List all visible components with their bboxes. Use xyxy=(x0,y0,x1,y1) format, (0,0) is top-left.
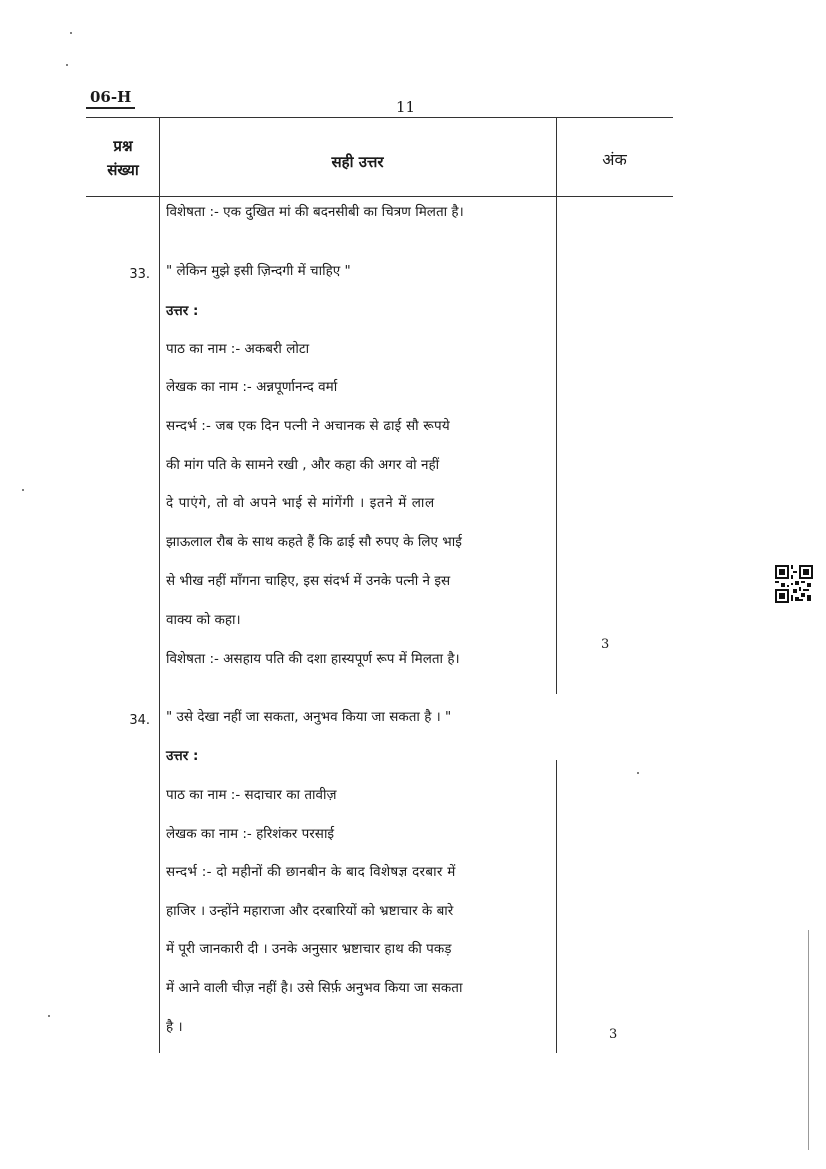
q34-marks: 3 xyxy=(609,1027,618,1042)
q33-lesson: पाठ का नाम :- अकबरी लोटा xyxy=(166,341,310,357)
q33-context-line-3: दे पाएंगे, तो वो अपने भाई से मांगेंगी । इतने में लाल xyxy=(166,495,435,511)
q34-answer-label: उत्तर : xyxy=(166,748,199,764)
header-question-line2: संख्या xyxy=(107,161,139,179)
top-feature-line: विशेषता :- एक दुखित मां की बदनसीबी का चित्रण मिलता है। xyxy=(166,204,464,220)
q34-author: लेखक का नाम :- हरिशंकर परसाई xyxy=(166,826,335,842)
q33-answer-label: उत्तर : xyxy=(166,303,199,319)
scan-speck xyxy=(70,32,72,34)
q33-context-line-5: से भीख नहीं माँगना चाहिए, इस संदर्भ में उनके पत्नी ने इस xyxy=(166,573,451,589)
scan-speck xyxy=(637,772,639,774)
q34-context-last: है । xyxy=(166,1019,183,1035)
q34-lesson: पाठ का नाम :- सदाचार का तावीज़ xyxy=(166,787,337,803)
qr-code-icon xyxy=(775,565,813,603)
q33-context-line-1: सन्दर्भ :- जब एक दिन पत्नी ने अचानक से ढाई सौ रूपये xyxy=(166,418,450,434)
q34-quote: " उसे देखा नहीं जा सकता, अनुभव किया जा सकता है । " xyxy=(166,709,452,725)
q33-marks: 3 xyxy=(601,637,610,652)
q33-feature: विशेषता :- असहाय पति की दशा हास्यपूर्ण रूप में मिलता है। xyxy=(166,651,460,667)
q34-number: 34. xyxy=(129,713,150,728)
scan-speck xyxy=(48,1015,50,1017)
scan-speck xyxy=(66,64,68,66)
table-header-bottom-border xyxy=(86,196,673,197)
table-top-border xyxy=(86,117,673,118)
q34-context-line-2: हाजिर । उन्होंने महाराजा और दरबारियों को भ्रष्टाचार के बारे xyxy=(166,903,454,919)
scan-edge-line xyxy=(808,930,809,1150)
q33-author: लेखक का नाम :- अन्नपूर्णानन्द वर्मा xyxy=(166,379,338,395)
column-divider-right xyxy=(556,117,557,694)
q34-context-line-1: सन्दर्भ :- दो महीनों की छानबीन के बाद विशेषज्ञ दरबार में xyxy=(166,864,456,880)
column-divider-right-lower xyxy=(556,760,557,1053)
column-divider-left xyxy=(159,117,160,1053)
q33-quote: " लेकिन मुझे इसी ज़िन्दगी में चाहिए " xyxy=(166,263,351,279)
q34-context-line-4: में आने वाली चीज़ नहीं है। उसे सिर्फ़ अनुभव किया जा सकता xyxy=(166,980,463,996)
q33-context-line-4: झाऊलाल रौब के साथ कहते हैं कि ढाई सौ रुपए के लिए भाई xyxy=(166,534,462,550)
paper-code: 06-H xyxy=(86,88,135,109)
header-question-line1: प्रश्न xyxy=(113,137,133,155)
q33-context-last: वाक्य को कहा। xyxy=(166,612,241,628)
q33-number: 33. xyxy=(129,267,150,282)
header-marks: अंक xyxy=(602,150,627,169)
header-correct-answer: सही उत्तर xyxy=(331,153,384,171)
q33-context-line-2: की मांग पति के सामने रखी , और कहा की अगर वो नहीं xyxy=(166,457,440,473)
page-number: 11 xyxy=(396,98,416,116)
scan-speck xyxy=(22,489,24,491)
header-question-number xyxy=(90,134,156,182)
q34-context-line-3: में पूरी जानकारी दी । उनके अनुसार भ्रष्टाचार हाथ की पकड़ xyxy=(166,941,452,957)
